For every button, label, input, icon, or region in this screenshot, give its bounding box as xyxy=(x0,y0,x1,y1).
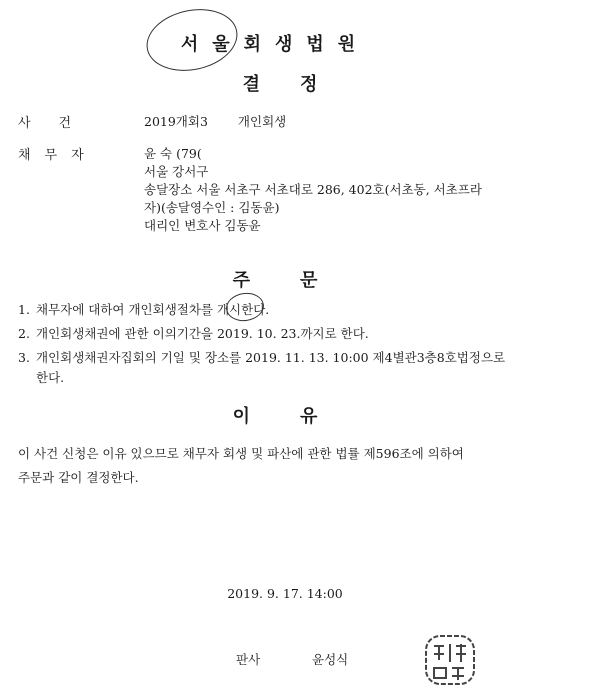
court-name: 서울회생법원 xyxy=(180,34,370,55)
debtor-name: 윤 숙 (79( xyxy=(144,146,202,161)
debtor-attorney: 대리인 변호사 김동윤 xyxy=(144,218,261,233)
order-item-1: 1. 채무자에 대하여 개인회생절차를 개시한다. xyxy=(18,302,270,317)
case-type: 개인회생 xyxy=(237,114,287,129)
order-title: 주문 xyxy=(232,270,368,291)
reason-line-2: 주문과 같이 결정한다. xyxy=(18,470,139,485)
judge-role: 판사 xyxy=(236,652,261,667)
case-info xyxy=(144,112,286,130)
debtor-delivery: 송달장소 서울 서초구 서초대로 286, 402호(서초동, 서초프라 xyxy=(144,182,482,197)
handwritten-circle-mark-2 xyxy=(224,290,266,323)
debtor-address: 서울 강서구 xyxy=(144,164,209,179)
debtor-delivery-cont: 자)(송달영수인 : 김동윤) xyxy=(144,200,280,215)
order-item-2: 2. 개인회생채권에 관한 이의기간을 2019. 10. 23.까지로 한다. xyxy=(18,326,369,341)
order-item-3: 3. 개인회생채권자집회의 기일 및 장소를 2019. 11. 13. 10:00 제4별관3층8호법정으로 xyxy=(18,350,506,365)
judge-name: 윤성식 xyxy=(312,652,349,667)
judge-seal-stamp xyxy=(420,630,480,690)
decision-date: 2019. 9. 17. 14:00 xyxy=(227,586,343,601)
document-title: 결정 xyxy=(242,74,358,95)
case-number: 2019개회3 xyxy=(144,114,208,129)
order-item-3-cont: 한다. xyxy=(36,370,65,385)
reason-title: 이유 xyxy=(232,406,368,427)
case-label: 사건 xyxy=(18,116,100,131)
debtor-label: 채무자 xyxy=(18,148,98,163)
reason-line-1: 이 사건 신청은 이유 있으므로 채무자 회생 및 파산에 관한 법률 제596조에 의하여 xyxy=(18,446,464,461)
